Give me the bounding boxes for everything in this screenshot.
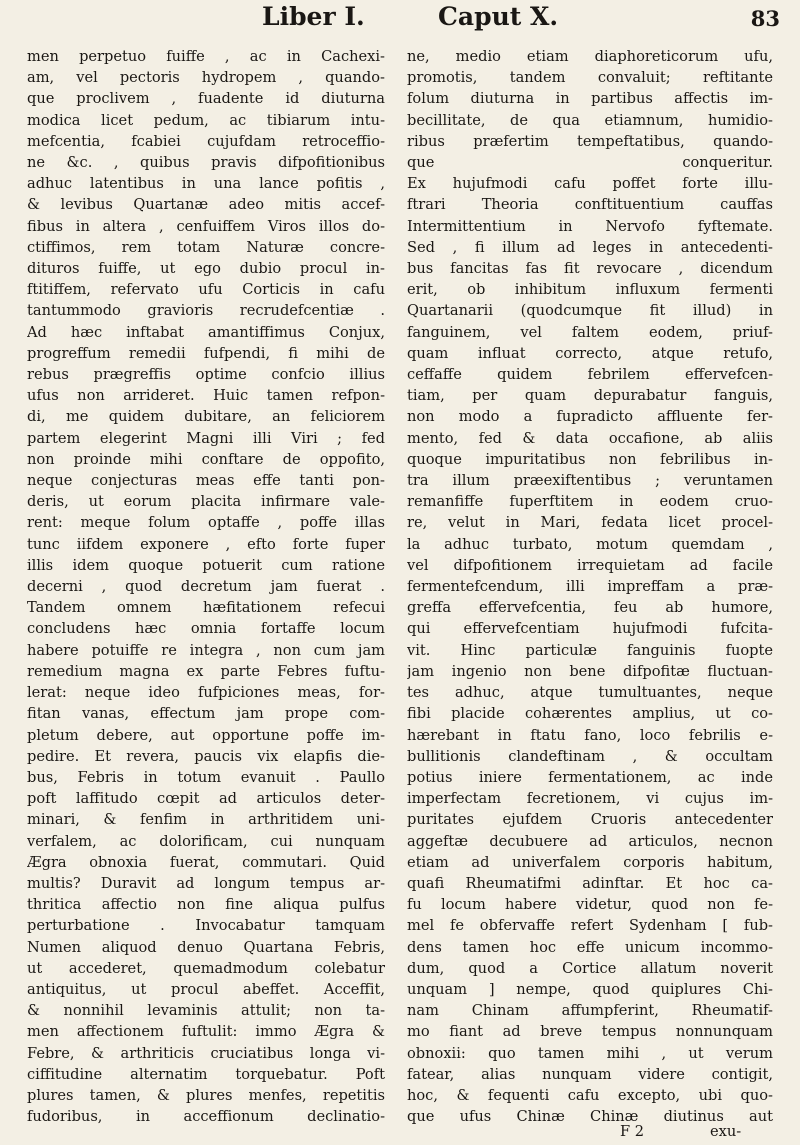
- text-line: la adhuc turbato, motum quemdam ,: [407, 535, 773, 553]
- text-line: qui effervefcentiam hujufmodi fufcita-: [407, 620, 773, 638]
- text-line: remedium magna ex parte Febres fuftu-: [27, 662, 385, 680]
- text-line: promotis, tandem convaluit; reftitante: [407, 69, 773, 87]
- text-line: tantummodo gravioris recrudefcentiæ .: [27, 302, 385, 320]
- text-line: non modo a fupradicto affluente fer-: [407, 408, 773, 426]
- text-line: Ex hujufmodi cafu poffet forte illu-: [407, 175, 773, 193]
- left-text-column: [27, 46, 385, 1127]
- text-line: folum diuturna in partibus affectis im-: [407, 90, 773, 108]
- text-line: thritica affectio non fine aliqua pulfus: [27, 896, 385, 914]
- text-line: perturbatione . Invocabatur tamquam: [27, 917, 385, 935]
- text-line: puritates ejufdem Cruoris antecedenter: [407, 811, 773, 829]
- text-line: dens tamen hoc effe unicum incommo-: [407, 938, 773, 956]
- text-line: partem elegerint Magni illi Viri ; fed: [27, 429, 385, 447]
- text-line: quoque impuritatibus non febrilibus in-: [407, 450, 773, 468]
- text-line: hærebant in ftatu fano, loco febrilis e-: [407, 726, 773, 744]
- text-line: fermentefcendum, illi impreffam a præ-: [407, 578, 773, 596]
- text-line: men perpetuo fuiffe , ac in Cachexi-: [27, 48, 385, 65]
- text-line: adhuc latentibus in una lance pofitis ,: [27, 175, 385, 193]
- text-line: Quartanarii (quodcumque fit illud) in: [407, 302, 773, 320]
- text-line: quam influat correcto, atque retufo,: [407, 344, 773, 362]
- text-line: becillitate, de qua etiamnum, humidio-: [407, 111, 773, 129]
- page-number: 83: [750, 6, 780, 31]
- text-line: greffa effervefcentia, feu ab humore,: [407, 599, 773, 617]
- text-line: bus, Febris in totum evanuit . Paullo: [27, 768, 385, 786]
- text-line: re, velut in Mari, fedata licet procel-: [407, 514, 773, 532]
- text-line: progreffum remedii fufpendi, fi mihi de: [27, 344, 385, 362]
- text-line: di, me quidem dubitare, an feliciorem: [27, 408, 385, 426]
- text-line: fatear, alias nunquam videre contigit,: [407, 1065, 773, 1083]
- text-line: ftrari Theoria conftituentium cauffas: [407, 196, 773, 214]
- text-line: men affectionem fuftulit: immo Ægra &: [27, 1023, 385, 1041]
- text-line: ut accederet, quemadmodum colebatur: [27, 959, 385, 977]
- text-line: plures tamen, & plures menfes, repetitis: [27, 1086, 385, 1104]
- text-line: hoc, & fequenti cafu excepto, ubi quo-: [407, 1086, 773, 1104]
- text-line: am, vel pectoris hydropem , quando-: [27, 69, 385, 87]
- text-line: ne, medio etiam diaphoreticorum ufu,: [407, 48, 773, 65]
- text-line: fanguinem, vel faltem eodem, priuf-: [407, 323, 773, 341]
- text-line: modica licet pedum, ac tibiarum intu-: [27, 111, 385, 129]
- text-line: tiam, per quam depurabatur fanguis,: [407, 387, 773, 405]
- text-line: lerat: neque ideo fufpiciones meas, for-: [27, 684, 385, 702]
- text-line: illis idem quoque potuerit cum ratione: [27, 556, 385, 574]
- text-line: ne &c. , quibus pravis difpofitionibus: [27, 154, 385, 172]
- text-line: unquam ] nempe, quod quiplures Chi-: [407, 980, 773, 998]
- text-line: fibus in altera , cenfuiffem Viros illos do-: [27, 217, 385, 235]
- text-line: remanfiffe fuperftitem in eodem cruo-: [407, 493, 773, 511]
- text-line: neque conjecturas meas effe tanti pon-: [27, 472, 385, 490]
- text-line: bus fancitas fas fit revocare , dicendum: [407, 260, 773, 278]
- text-line: non proinde mihi conftare de oppofito,: [27, 450, 385, 468]
- text-line: tunc iifdem exponere , efto forte fuper: [27, 535, 385, 553]
- text-line: que conqueritur.: [407, 154, 773, 172]
- text-line: concludens hæc omnia fortaffe locum: [27, 620, 385, 638]
- text-line: Tandem omnem hæfitationem refecui: [27, 599, 385, 617]
- text-line: fu locum habere videtur, quod non fe-: [407, 896, 773, 914]
- text-line: fitan vanas, effectum jam prope com-: [27, 705, 385, 723]
- text-line: tra illum præexiftentibus ; veruntamen: [407, 472, 773, 490]
- text-line: Febre, & arthriticis cruciatibus longa vi-: [27, 1044, 385, 1062]
- text-line: imperfectam fecretionem, vi cujus im-: [407, 790, 773, 808]
- text-line: etiam ad univerfalem corporis habitum,: [407, 853, 773, 871]
- text-line: mo fiant ad breve tempus nonnunquam: [407, 1023, 773, 1041]
- text-line: mefcentia, fcabiei cujufdam retroceffio-: [27, 132, 385, 150]
- text-line: Sed , fi illum ad leges in antecedenti-: [407, 238, 773, 256]
- text-line: ufus non arrideret. Huic tamen refpon-: [27, 387, 385, 405]
- header-chapter-label: Caput X.: [438, 2, 559, 31]
- text-line: minari, & fenfim in arthritidem uni-: [27, 811, 385, 829]
- text-line: potius iniere fermentationem, ac inde: [407, 768, 773, 786]
- text-line: pedire. Et revera, paucis vix elapfis die-: [27, 747, 385, 765]
- text-line: multis? Duravit ad longum tempus ar-: [27, 874, 385, 892]
- text-line: mento, fed & data occafione, ab aliis: [407, 429, 773, 447]
- text-line: ribus præfertim tempeftatibus, quando-: [407, 132, 773, 150]
- running-header: [30, 0, 780, 40]
- text-line: aggeftæ decubuere ad articulos, necnon: [407, 832, 773, 850]
- text-line: Ad hæc inftabat amantiffimus Conjux,: [27, 323, 385, 341]
- text-line: ceffaffe quidem febrilem effervefcen-: [407, 366, 773, 384]
- text-line: Numen aliquod denuo Quartana Febris,: [27, 938, 385, 956]
- text-line: ftitiffem, refervato ufu Corticis in cafu: [27, 281, 385, 299]
- text-line: erit, ob inhibitum influxum fermenti: [407, 281, 773, 299]
- text-line: tes adhuc, atque tumultuantes, neque: [407, 684, 773, 702]
- text-line: rent: meque folum optaffe , poffe illas: [27, 514, 385, 532]
- text-line: mel fe obfervaffe refert Sydenham [ fub-: [407, 917, 773, 935]
- text-line: pletum debere, aut opportune poffe im-: [27, 726, 385, 744]
- text-line: antiquitus, ut procul abeffet. Acceffit,: [27, 980, 385, 998]
- text-line: que proclivem , fuadente id diuturna: [27, 90, 385, 108]
- text-line: Intermittentium in Nervofo fyftemate.: [407, 217, 773, 235]
- text-line: habere potuiffe re integra , non cum jam: [27, 641, 385, 659]
- text-line: obnoxii: quo tamen mihi , ut verum: [407, 1044, 773, 1062]
- text-line: ctiffimos, rem totam Naturæ concre-: [27, 238, 385, 256]
- text-line: jam ingenio non bene difpofitæ fluctuan-: [407, 662, 773, 680]
- text-line: ciffitudine alternatim torquebatur. Poft: [27, 1065, 385, 1083]
- text-line: vit. Hinc particulæ fanguinis fuopte: [407, 641, 773, 659]
- text-line: rebus prægreffis optime confcio illius: [27, 366, 385, 384]
- header-book-label: Liber I.: [262, 2, 365, 31]
- text-line: fibi placide cohærentes amplius, ut co-: [407, 705, 773, 723]
- text-line: decerni , quod decretum jam fuerat .: [27, 578, 385, 596]
- text-line: verfalem, ac dolorificam, cui nunquam: [27, 832, 385, 850]
- signature-mark: F 2: [620, 1123, 645, 1140]
- text-line: & nonnihil levaminis attulit; non ta-: [27, 1002, 385, 1020]
- text-line: dum, quod a Cortice allatum noverit: [407, 959, 773, 977]
- text-line: poft laffitudo cœpit ad articulos deter-: [27, 790, 385, 808]
- text-line: que ufus Chinæ Chinæ diutinus aut: [407, 1108, 773, 1126]
- text-line: deris, ut eorum placita infirmare vale-: [27, 493, 385, 511]
- text-line: quafi Rheumatifmi adinftar. Et hoc ca-: [407, 874, 773, 892]
- text-line: dituros fuiffe, ut ego dubio procul in-: [27, 260, 385, 278]
- catchword: exu-: [710, 1123, 742, 1140]
- text-line: nam Chinam affumpferint, Rheumatif-: [407, 1002, 773, 1020]
- text-line: & levibus Quartanæ adeo mitis accef-: [27, 196, 385, 214]
- text-line: vel difpofitionem irrequietam ad facile: [407, 556, 773, 574]
- right-text-column: [407, 46, 773, 1127]
- text-line: bullitionis clandeftinam , & occultam: [407, 747, 773, 765]
- text-line: Ægra obnoxia fuerat, commutari. Quid: [27, 853, 385, 871]
- text-line: fudoribus, in acceffionum declinatio-: [27, 1108, 385, 1126]
